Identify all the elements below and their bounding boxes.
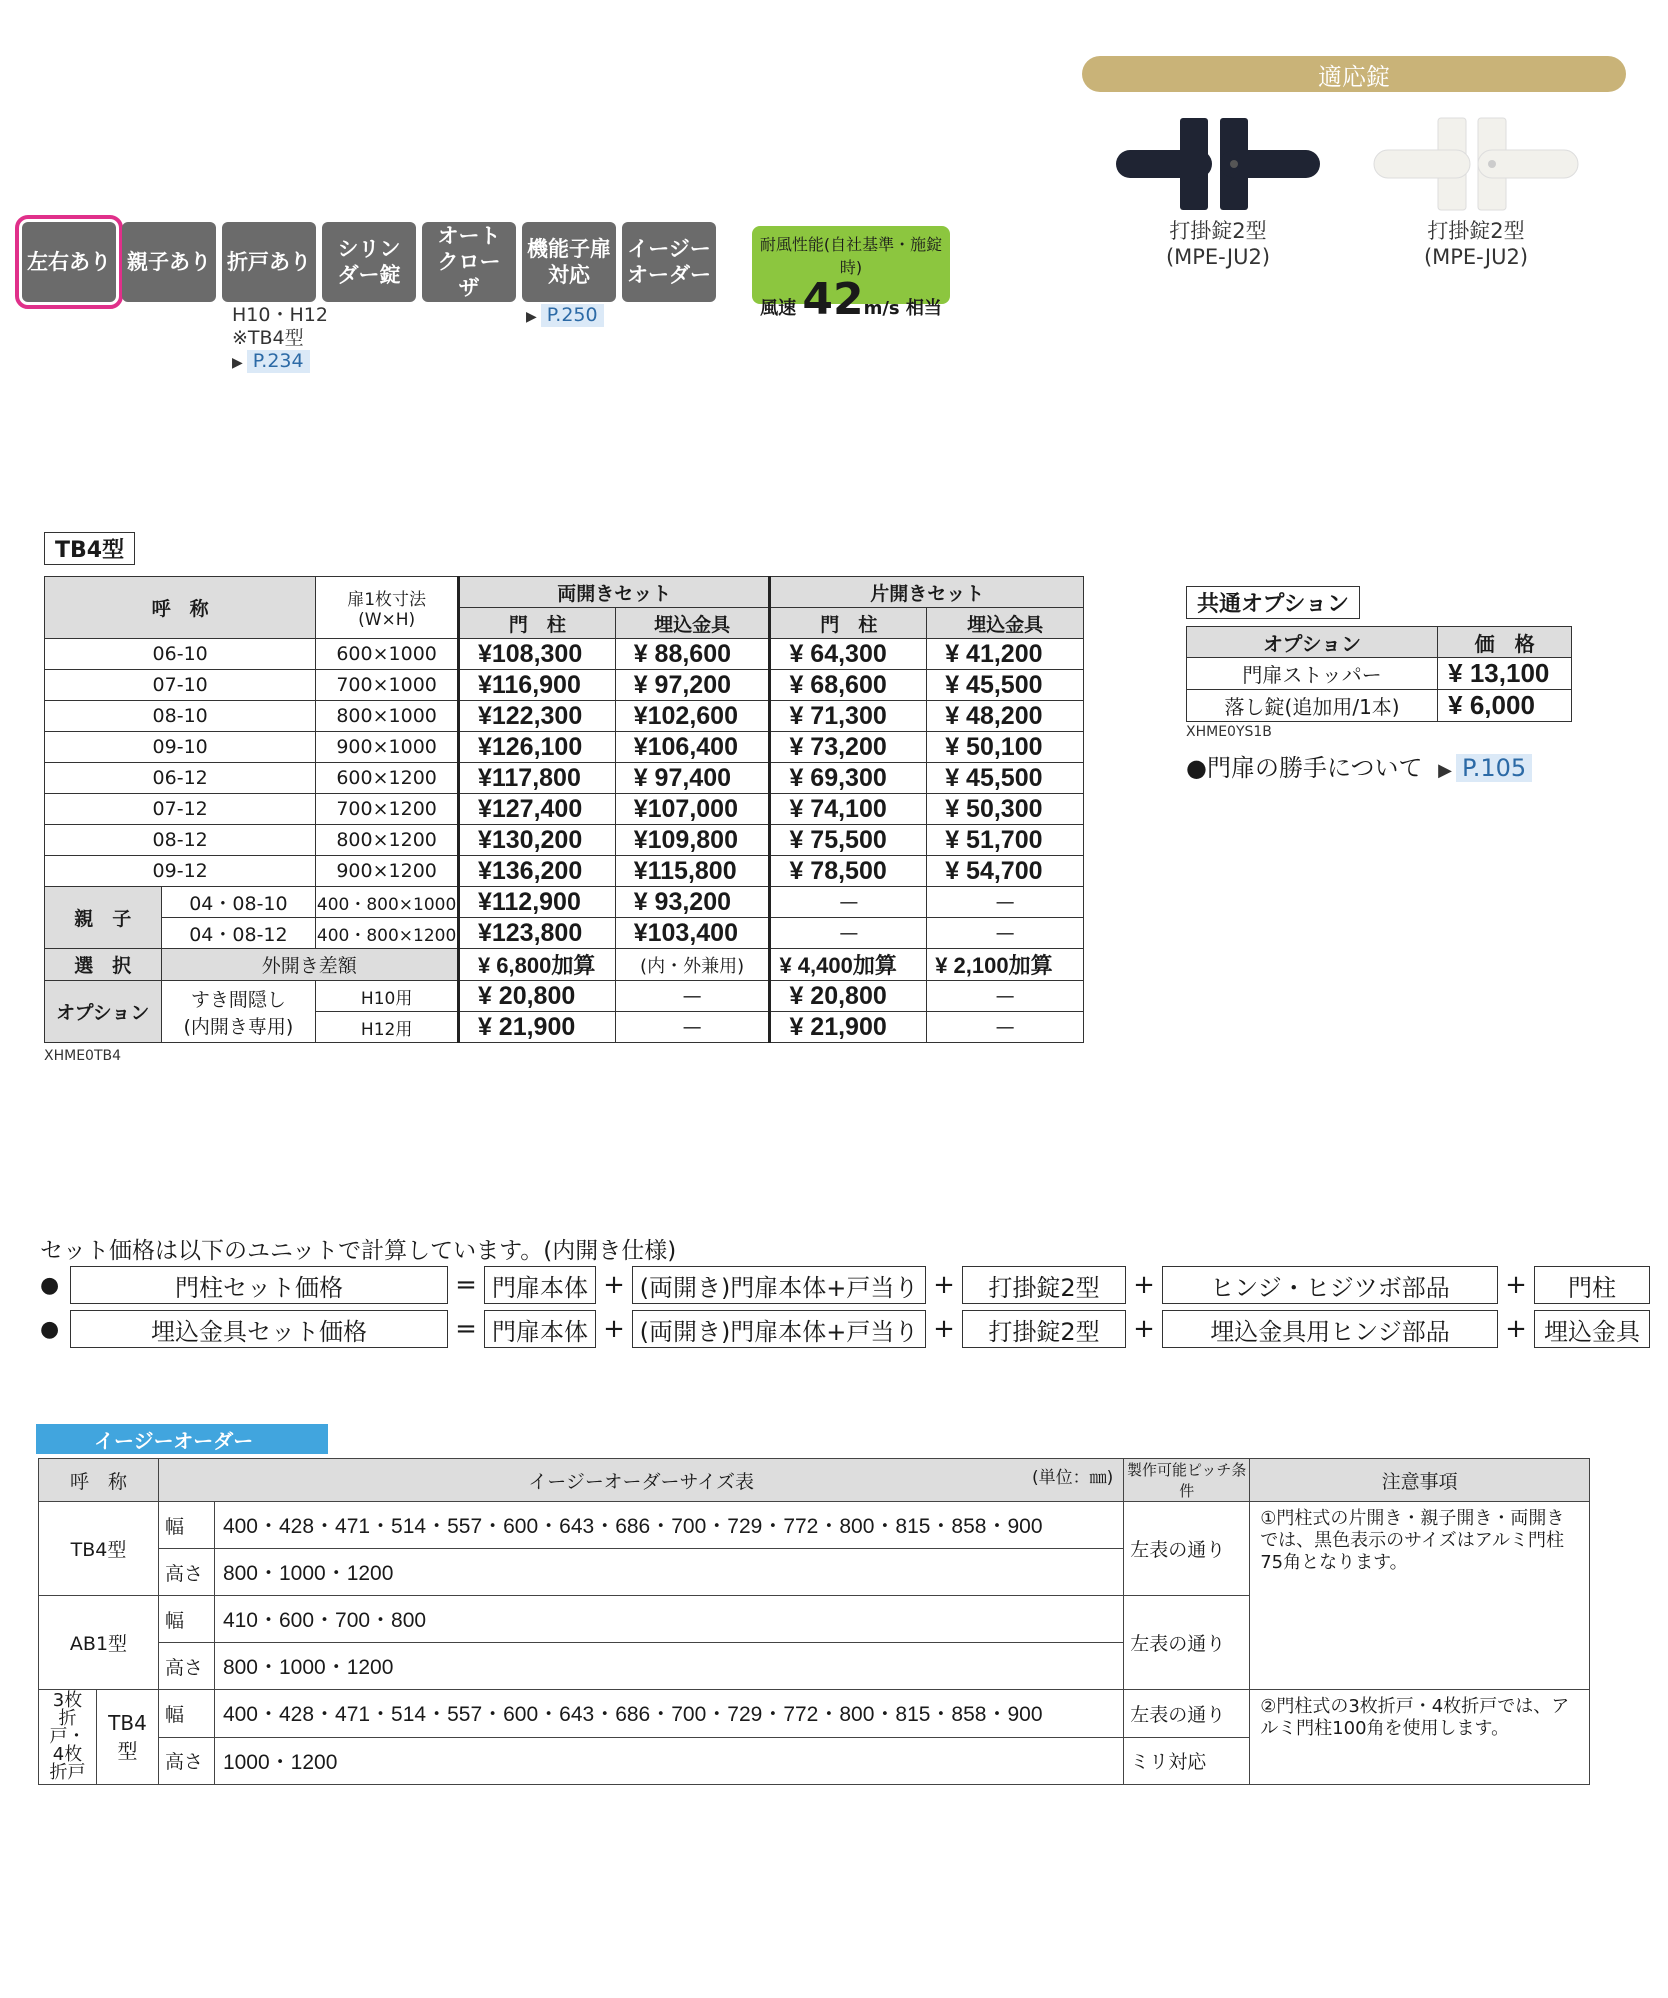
bullet: ● bbox=[40, 1316, 60, 1342]
fold-sizes: H10・H12 bbox=[232, 304, 328, 326]
formula-term: 埋込金具 bbox=[1534, 1310, 1650, 1348]
wind-prefix: 風速 bbox=[760, 298, 797, 319]
table-row: 選 択 外開き差額 ¥ 6,800加算 (内・外兼用) ¥ 4,400加算 ¥ 2,100加算 bbox=[45, 949, 1084, 981]
common-option-table bbox=[1186, 626, 1572, 722]
formula-row-post bbox=[40, 1266, 1650, 1304]
header-embed: 埋込金具 bbox=[927, 608, 1084, 639]
header-price: 価 格 bbox=[1438, 627, 1572, 658]
oyako-label: 親 子 bbox=[45, 887, 162, 949]
compatible-lock-banner: 適応錠 bbox=[1082, 56, 1626, 92]
plus: + bbox=[1505, 1270, 1527, 1300]
tag-function-door: 機能子扉対応 bbox=[522, 222, 616, 302]
header-option: オプション bbox=[1187, 627, 1438, 658]
table-row: 06-10 600×1000 ¥108,300 ¥ 88,600 ¥ 64,300 ¥ 41,200 bbox=[45, 639, 1084, 670]
table-row: 07-12 700×1200 ¥127,400 ¥107,000 ¥ 74,100 ¥ 50,300 bbox=[45, 794, 1084, 825]
header-single: 片開きセット bbox=[770, 577, 1084, 608]
formula-term: 埋込金具用ヒンジ部品 bbox=[1162, 1310, 1498, 1348]
table-row: 06-12 600×1200 ¥117,800 ¥ 97,400 ¥ 69,300 ¥ 45,500 bbox=[45, 763, 1084, 794]
equals: = bbox=[455, 1314, 477, 1344]
unit-label: (単位：㎜) bbox=[1032, 1468, 1114, 1488]
wind-title: 耐風性能(自社基準・施錠時) bbox=[759, 235, 943, 277]
table-row: 3枚折戸・4枚折戸 TB4型 幅 400・428・471・514・557・600・643・686・700・729・772・800・815・858・900 左表の通り ②門柱式の3枚折戸・4枚折戸では、アルミ門柱100角を使用します。 bbox=[39, 1690, 1590, 1738]
table-row: 高さ 800・1000・1200 bbox=[39, 1643, 1590, 1690]
table-row: AB1型 幅 410・600・700・800 左表の通り bbox=[39, 1596, 1590, 1643]
table-row: 09-10 900×1000 ¥126,100 ¥106,400 ¥ 73,200 ¥ 50,100 bbox=[45, 732, 1084, 763]
formula-term: 門扉本体 bbox=[484, 1310, 596, 1348]
plus: + bbox=[1505, 1314, 1527, 1344]
plus: + bbox=[603, 1314, 625, 1344]
table-row: 門扉ストッパー ¥ 13,100 bbox=[1187, 658, 1572, 690]
table-code: XHME0TB4 bbox=[44, 1048, 122, 1064]
wind-value: 42 bbox=[802, 274, 864, 325]
tb4-label: TB4型 bbox=[44, 532, 135, 565]
table-row: 07-10 700×1000 ¥116,900 ¥ 97,200 ¥ 68,600 ¥ 45,500 bbox=[45, 670, 1084, 701]
fold-note bbox=[232, 304, 328, 375]
lock-caption-white bbox=[1346, 218, 1606, 270]
header-post: 門 柱 bbox=[770, 608, 927, 639]
formula-term: (両開き)門扉本体+戸当り bbox=[632, 1310, 926, 1348]
table-row: 高さ 800・1000・1200 bbox=[39, 1549, 1590, 1596]
lock-model: (MPE-JU2) bbox=[1165, 245, 1271, 269]
hand-note-text: ●門扉の勝手について bbox=[1186, 754, 1423, 782]
page-ref-link[interactable]: P.250 bbox=[541, 304, 604, 327]
table-row: 高さ 1000・1200 ミリ対応 bbox=[39, 1737, 1590, 1785]
formula-term: (両開き)門扉本体+戸当り bbox=[632, 1266, 926, 1304]
lock-image-white bbox=[1366, 110, 1586, 220]
lock-model: (MPE-JU2) bbox=[1423, 245, 1529, 269]
formula-row-embed bbox=[40, 1310, 1650, 1348]
page-ref-link[interactable]: P.105 bbox=[1456, 754, 1532, 782]
table-row: 08-10 800×1000 ¥122,300 ¥102,600 ¥ 71,300 ¥ 48,200 bbox=[45, 701, 1084, 732]
table-row: TB4型 幅 400・428・471・514・557・600・643・686・700・729・772・800・815・858・900 左表の通り ①門柱式の片開き・親子開き・両開きでは、黒色表示のサイズはアルミ門柱75角となります。 bbox=[39, 1502, 1590, 1549]
tag-folding: 折戸あり bbox=[222, 222, 316, 302]
header-size-table: イージーオーダーサイズ表 (単位：㎜) bbox=[158, 1459, 1123, 1502]
formula-intro: セット価格は以下のユニットで計算しています。(内開き仕様) bbox=[40, 1238, 677, 1264]
formula-title: 埋込金具セット価格 bbox=[70, 1310, 448, 1348]
wind-suffix: 相当 bbox=[905, 298, 942, 319]
plus: + bbox=[603, 1270, 625, 1300]
fold-name: TB4型 bbox=[96, 1690, 158, 1785]
header-notes: 注意事項 bbox=[1250, 1459, 1590, 1502]
tag-parent-child: 親子あり bbox=[122, 222, 216, 302]
option-item: すき間隠し (内開き専用) bbox=[161, 981, 316, 1043]
common-option-label: 共通オプション bbox=[1186, 586, 1360, 619]
easy-order-table bbox=[38, 1458, 1590, 1785]
plus: + bbox=[933, 1270, 955, 1300]
lock-name: 打掛錠2型 bbox=[1427, 219, 1525, 243]
function-note bbox=[526, 304, 604, 329]
table-row: 親 子 04・08-10 400・800×1000 ¥112,900 ¥ 93,200 — — bbox=[45, 887, 1084, 918]
table-row: 09-12 900×1200 ¥136,200 ¥115,800 ¥ 78,500 ¥ 54,700 bbox=[45, 856, 1084, 887]
header-post: 門 柱 bbox=[458, 608, 615, 639]
header-pitch: 製作可能ピッチ条件 bbox=[1124, 1459, 1250, 1502]
fold-type: ※TB4型 bbox=[232, 327, 304, 349]
lock-name: 打掛錠2型 bbox=[1169, 219, 1267, 243]
wind-unit: m/s bbox=[863, 298, 900, 319]
option-code: XHME0YS1B bbox=[1186, 724, 1272, 740]
formula-term: 打掛錠2型 bbox=[962, 1266, 1126, 1304]
formula-term: 門柱 bbox=[1534, 1266, 1650, 1304]
equals: = bbox=[455, 1270, 477, 1300]
header-size: 扉1枚寸法 (W×H) bbox=[316, 577, 459, 639]
fold-group: 3枚折戸・4枚折戸 bbox=[39, 1690, 97, 1785]
table-row: オプション すき間隠し (内開き専用) H10用 ¥ 20,800 — ¥ 20,800 — bbox=[45, 981, 1084, 1012]
lock-caption-black bbox=[1088, 218, 1348, 270]
table-row: H12用 ¥ 21,900 — ¥ 21,900 — bbox=[45, 1012, 1084, 1043]
triangle-icon: ▶ bbox=[232, 355, 243, 371]
tag-left-right: 左右あり bbox=[22, 222, 116, 302]
note-1: ①門柱式の片開き・親子開き・両開きでは、黒色表示のサイズはアルミ門柱75角となります。 bbox=[1250, 1502, 1590, 1690]
table-row: 04・08-12 400・800×1200 ¥123,800 ¥103,400 — — bbox=[45, 918, 1084, 949]
lock-image-black bbox=[1108, 110, 1328, 220]
hand-note bbox=[1186, 748, 1532, 783]
triangle-icon: ▶ bbox=[1438, 760, 1452, 781]
plus: + bbox=[1133, 1314, 1155, 1344]
wind-resistance-badge bbox=[752, 226, 950, 325]
formula-term: 打掛錠2型 bbox=[962, 1310, 1126, 1348]
formula-term: 門扉本体 bbox=[484, 1266, 596, 1304]
formula-term: ヒンジ・ヒジツボ部品 bbox=[1162, 1266, 1498, 1304]
tag-cylinder-lock: シリンダー錠 bbox=[322, 222, 416, 302]
header-name: 呼 称 bbox=[45, 577, 316, 639]
select-label: 選 択 bbox=[45, 949, 162, 981]
plus: + bbox=[1133, 1270, 1155, 1300]
formula-title: 門柱セット価格 bbox=[70, 1266, 448, 1304]
page-ref-link[interactable]: P.234 bbox=[247, 350, 310, 373]
plus: + bbox=[933, 1314, 955, 1344]
note-2: ②門柱式の3枚折戸・4枚折戸では、アルミ門柱100角を使用します。 bbox=[1250, 1690, 1590, 1785]
tb4-price-table bbox=[44, 576, 1084, 1043]
table-row: 落し錠(追加用/1本) ¥ 6,000 bbox=[1187, 690, 1572, 722]
header-embed: 埋込金具 bbox=[615, 608, 770, 639]
triangle-icon: ▶ bbox=[526, 309, 537, 325]
option-label: オプション bbox=[45, 981, 162, 1043]
tag-easy-order: イージーオーダー bbox=[622, 222, 716, 302]
header-double: 両開きセット bbox=[458, 577, 769, 608]
table-row: 08-12 800×1200 ¥130,200 ¥109,800 ¥ 75,500 ¥ 51,700 bbox=[45, 825, 1084, 856]
tag-auto-closer: オートクローザ bbox=[422, 222, 516, 302]
easy-order-banner: イージーオーダー bbox=[36, 1424, 328, 1454]
header-name: 呼 称 bbox=[39, 1459, 159, 1502]
bullet: ● bbox=[40, 1272, 60, 1298]
